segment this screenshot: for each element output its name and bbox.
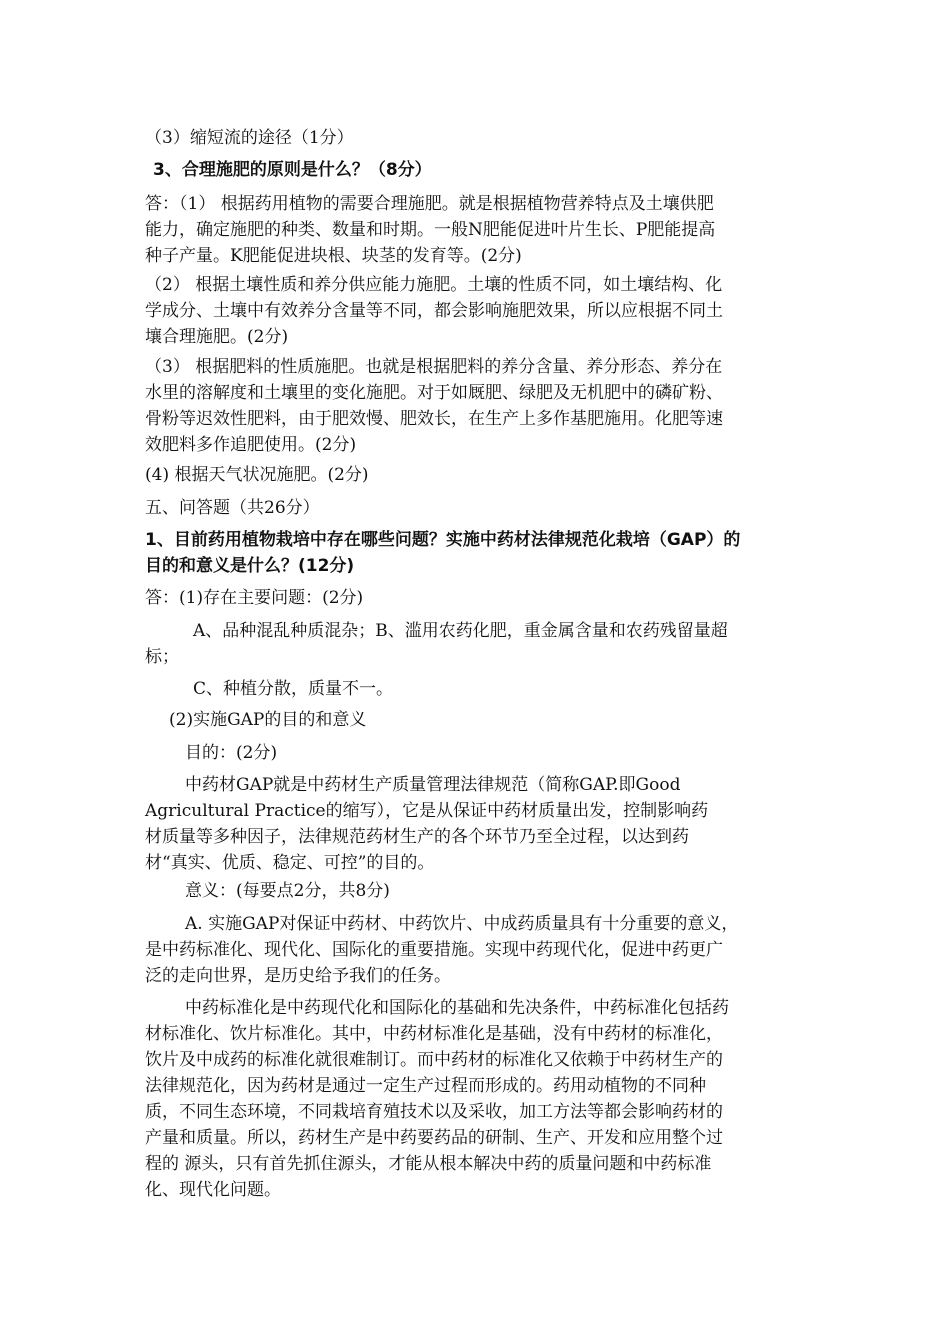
text-line: 法律规范化，因为药材是通过一定生产过程而形成的。药用动植物的不同种 [145,1076,706,1096]
question-heading: 3、合理施肥的原则是什么？（8分） [153,160,432,180]
text-line: 泛的走向世界，是历史给予我们的任务。 [145,966,451,986]
text-line: 种子产量。K肥能促进块根、块茎的发育等。(2分) [145,246,522,266]
text-line: 饮片及中成药的标准化就很难制订。而中药材的标准化又依赖于中药材生产的 [145,1050,723,1070]
text-line: (4) 根据天气状况施肥。(2分) [145,465,369,485]
text-line: A、品种混乱种质混杂；B、滥用农药化肥，重金属含量和农药残留量超 [193,621,728,641]
text-line: （3）缩短流的途径（1分） [145,128,354,148]
question-heading: 1、目前药用植物栽培中存在哪些问题？实施中药材法律规范化栽培（GAP）的 [145,530,741,550]
text-line: (2)实施GAP的目的和意义 [169,710,367,730]
text-line: 水里的溶解度和土壤里的变化施肥。对于如厩肥、绿肥及无机肥中的磷矿粉、 [145,383,723,403]
text-line: 中药材GAP就是中药材生产质量管理法律规范（简称GAP.即Good [185,775,681,795]
text-line: 目的：(2分) [185,743,278,763]
text-line: 壤合理施肥。(2分) [145,327,289,347]
text-line: 答：（1） 根据药用植物的需要合理施肥。就是根据植物营养特点及土壤供肥 [145,194,714,214]
text-line: 材标准化、饮片标准化。其中，中药材标准化是基础，没有中药材的标准化， [145,1024,723,1044]
text-line: 学成分、土壤中有效养分含量等不同，都会影响施肥效果，所以应根据不同土 [145,301,723,321]
text-line: 程的 源头，只有首先抓住源头，才能从根本解决中药的质量问题和中药标准 [145,1154,712,1174]
text-line: 质，不同生态环境，不同栽培育殖技术以及采收，加工方法等都会影响药材的 [145,1102,723,1122]
text-line: （3） 根据肥料的性质施肥。也就是根据肥料的养分含量、养分形态、养分在 [145,357,723,377]
text-line: A. 实施GAP对保证中药材、中药饮片、中成药质量具有十分重要的意义， [185,914,739,934]
text-line: 骨粉等迟效性肥料，由于肥效慢、肥效长，在生产上多作基肥施用。化肥等速 [145,409,723,429]
text-line: 材质量等多种因子，法律规范药材生产的各个环节乃至全过程，以达到药 [145,827,689,847]
text-line: 意义：(每要点2分，共8分) [185,881,390,901]
question-heading: 目的和意义是什么？(12分) [145,556,355,576]
text-line: C、种植分散，质量不一。 [193,679,394,699]
text-line: 是中药标准化、现代化、国际化的重要措施。实现中药现代化，促进中药更广 [145,940,723,960]
text-line: 中药标准化是中药现代化和国际化的基础和先决条件，中药标准化包括药 [185,998,729,1018]
text-line: 材“真实、优质、稳定、可控”的目的。 [145,853,435,873]
text-line: 能力，确定施肥的种类、数量和时期。一般N肥能促进叶片生长、P肥能提高 [145,220,716,240]
section-heading: 五、问答题（共26分） [145,498,320,518]
text-line: 产量和质量。所以，药材生产是中药要药品的研制、生产、开发和应用整个过 [145,1128,723,1148]
text-line: 答：(1)存在主要问题：(2分) [145,588,364,608]
text-line: 化、现代化问题。 [145,1180,281,1200]
text-line: （2） 根据土壤性质和养分供应能力施肥。土壤的性质不同，如土壤结构、化 [145,275,723,295]
text-line: 效肥料多作追肥使用。(2分) [145,435,357,455]
text-line: Agricultural Practice的缩写），它是从保证中药材质量出发，控制影响药 [145,801,709,821]
text-line: 标； [145,647,179,667]
